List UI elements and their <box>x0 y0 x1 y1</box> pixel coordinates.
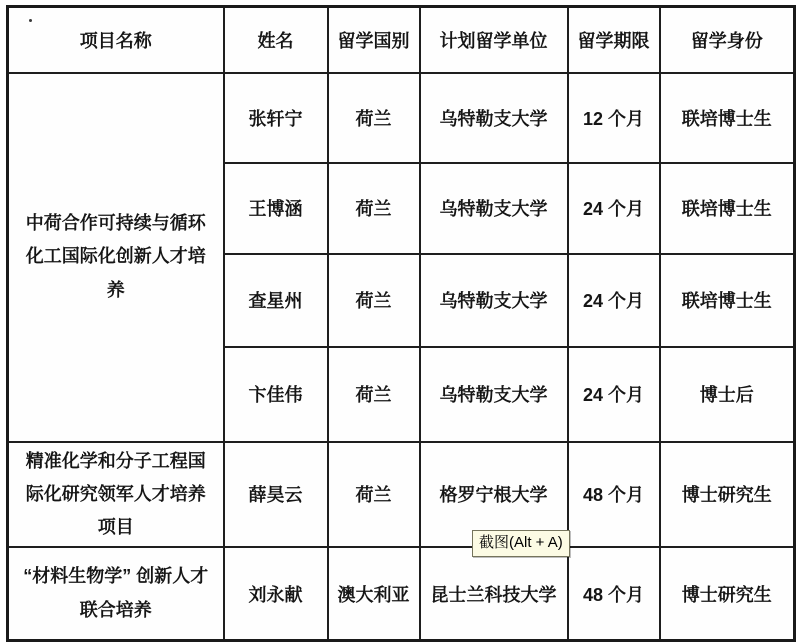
project-name-text: 中荷合作可持续与循环化工国际化创新人才培养 <box>25 213 206 300</box>
project-name-text: “材料生物学” 创新人才联合培养 <box>23 566 209 620</box>
identity-cell: 联培博士生 <box>660 254 795 347</box>
identity-cell: 博士研究生 <box>660 442 795 548</box>
project-name-cell <box>8 442 224 548</box>
member-name-cell: 张轩宁 <box>224 73 328 163</box>
institution-cell: 乌特勒支大学 <box>420 347 568 442</box>
identity-cell: 博士后 <box>660 347 795 442</box>
duration-cell: 24 个月 <box>568 347 660 442</box>
country-cell: 荷兰 <box>328 347 420 442</box>
study-abroad-table <box>6 5 796 642</box>
header-cell: 留学期限 <box>568 7 660 73</box>
project-name-text: 精准化学和分子工程国际化研究领军人才培养项目 <box>25 450 206 538</box>
member-name-cell: 卞佳伟 <box>224 347 328 442</box>
scan-artifact-dot <box>29 19 32 22</box>
screenshot-tooltip: 截图(Alt + A) <box>472 530 570 557</box>
country-cell: 荷兰 <box>328 73 420 163</box>
institution-cell: 昆士兰科技大学 <box>420 547 568 640</box>
institution-cell: 乌特勒支大学 <box>420 163 568 254</box>
identity-cell: 联培博士生 <box>660 73 795 163</box>
identity-cell: 博士研究生 <box>660 547 795 640</box>
member-name-cell: 王博涵 <box>224 163 328 254</box>
duration-cell: 12 个月 <box>568 73 660 163</box>
institution-cell: 乌特勒支大学 <box>420 254 568 347</box>
table-body <box>8 73 795 641</box>
institution-cell: 乌特勒支大学 <box>420 73 568 163</box>
header-row <box>8 7 795 73</box>
country-cell: 荷兰 <box>328 254 420 347</box>
table-row <box>8 547 795 640</box>
institution-cell: 格罗宁根大学 <box>420 442 568 548</box>
project-name-cell <box>8 73 224 442</box>
member-name-cell: 查星州 <box>224 254 328 347</box>
member-name-cell: 薛昊云 <box>224 442 328 548</box>
header-cell: 留学身份 <box>660 7 795 73</box>
country-cell: 荷兰 <box>328 442 420 548</box>
header-cell: 姓名 <box>224 7 328 73</box>
header-cell: 项目名称 <box>8 7 224 73</box>
table-row <box>8 442 795 548</box>
country-cell: 澳大利亚 <box>328 547 420 640</box>
duration-cell: 24 个月 <box>568 254 660 347</box>
member-name-cell: 刘永献 <box>224 547 328 640</box>
duration-cell: 24 个月 <box>568 163 660 254</box>
duration-cell: 48 个月 <box>568 547 660 640</box>
identity-cell: 联培博士生 <box>660 163 795 254</box>
project-name-cell <box>8 547 224 640</box>
country-cell: 荷兰 <box>328 163 420 254</box>
header-cell: 留学国别 <box>328 7 420 73</box>
header-cell: 计划留学单位 <box>420 7 568 73</box>
duration-cell: 48 个月 <box>568 442 660 548</box>
table-row <box>8 73 795 163</box>
